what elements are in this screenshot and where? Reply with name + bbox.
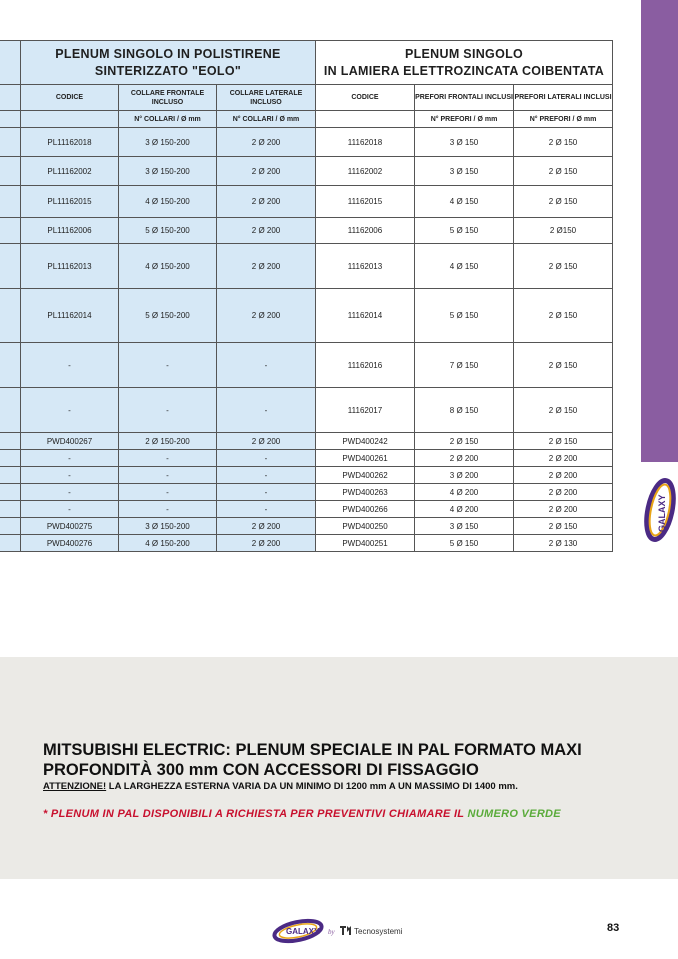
table-cell: 11162015 xyxy=(316,186,415,218)
table-cell: PWD400275 xyxy=(21,518,119,535)
table-cell: 2 Ø 150 xyxy=(514,157,613,186)
col-codice-right: CODICE xyxy=(316,85,415,111)
table-cell: 2 Ø 150 xyxy=(514,433,613,450)
col-codice-left: CODICE xyxy=(21,85,119,111)
table-row xyxy=(0,289,613,343)
table-cell: PWD400267 xyxy=(21,433,119,450)
table-cell: 2 Ø 200 xyxy=(514,484,613,501)
table-cell: 2 Ø 200 xyxy=(217,535,316,552)
table-cell: 2 Ø 200 xyxy=(514,467,613,484)
table-row xyxy=(0,388,613,433)
table-cell: 3 Ø 150 xyxy=(415,518,514,535)
table-cell: - xyxy=(21,343,119,388)
info-call xyxy=(43,808,561,820)
sub-prefori-frontali: N° PREFORI / Ø mm xyxy=(415,111,514,128)
table-cell: 2 Ø 150 xyxy=(415,433,514,450)
table-cell: - xyxy=(119,388,217,433)
table-row xyxy=(0,218,613,244)
table-cell: - xyxy=(217,450,316,467)
table-cell: 3 Ø 150-200 xyxy=(119,157,217,186)
table-cell: 3 Ø 150-200 xyxy=(119,518,217,535)
table-cell: - xyxy=(119,343,217,388)
table-cell: 2 Ø 150 xyxy=(514,343,613,388)
table-cell: 2 Ø 200 xyxy=(217,244,316,289)
table-cell: - xyxy=(217,467,316,484)
table-cell: 8 Ø 150 xyxy=(415,388,514,433)
footer-by-text: by xyxy=(328,928,335,936)
right-group-title: PLENUM SINGOLO IN LAMIERA ELETTROZINCATA COIBENTATA xyxy=(316,41,613,85)
galaxy-side-text: GALAXY xyxy=(657,494,667,532)
table-cell: - xyxy=(119,467,217,484)
table-cell: 2 Ø 200 xyxy=(514,450,613,467)
table-cell: 7 Ø 150 xyxy=(415,343,514,388)
table-row xyxy=(0,433,613,450)
table-cell: 4 Ø 150-200 xyxy=(119,186,217,218)
table-cell: - xyxy=(217,501,316,518)
table-cell: - xyxy=(217,484,316,501)
table-cell: PL11162013 xyxy=(21,244,119,289)
table-cell: PWD400266 xyxy=(316,501,415,518)
table-cell: 5 Ø 150 xyxy=(415,218,514,244)
table-cell: PL11162014 xyxy=(21,289,119,343)
table-cell: 3 Ø 150 xyxy=(415,157,514,186)
table-cell: PWD400262 xyxy=(316,467,415,484)
note-text: LA LARGHEZZA ESTERNA VARIA DA UN MINIMO DI 1200 mm A UN MASSIMO DI 1400 mm. xyxy=(106,781,518,792)
table-row xyxy=(0,244,613,289)
table-cell: 11162013 xyxy=(316,244,415,289)
table-cell: - xyxy=(217,343,316,388)
table-row xyxy=(0,501,613,518)
table-cell: 2 Ø 200 xyxy=(217,186,316,218)
table-cell: 2 Ø 130 xyxy=(514,535,613,552)
sub-collari-frontale: N° COLLARI / Ø mm xyxy=(119,111,217,128)
table-cell: - xyxy=(21,484,119,501)
table-cell: 2 Ø 200 xyxy=(415,450,514,467)
table-row xyxy=(0,467,613,484)
table-cell: 11162017 xyxy=(316,388,415,433)
tecnosystemi-icon xyxy=(340,926,351,935)
table-cell: PWD400276 xyxy=(21,535,119,552)
sub-collari-laterale: N° COLLARI / Ø mm xyxy=(217,111,316,128)
info-title: MITSUBISHI ELECTRIC: PLENUM SPECIALE IN PAL FORMATO MAXI PROFONDITÀ 300 mm CON ACCESSORI DI FISSAGGIO xyxy=(43,741,582,779)
table-cell: 5 Ø 150-200 xyxy=(119,218,217,244)
table-cell: 11162018 xyxy=(316,128,415,157)
table-cell: 4 Ø 150-200 xyxy=(119,244,217,289)
sub-prefori-laterali: N° PREFORI / Ø mm xyxy=(514,111,613,128)
table-cell: - xyxy=(21,467,119,484)
table-cell: PL11162002 xyxy=(21,157,119,186)
left-group-title: PLENUM SINGOLO IN POLISTIRENE SINTERIZZATO "EOLO" xyxy=(21,41,316,85)
table-cell: PWD400250 xyxy=(316,518,415,535)
table-cell: 2 Ø 200 xyxy=(217,157,316,186)
table-cell: PWD400242 xyxy=(316,433,415,450)
table-cell: 3 Ø 150 xyxy=(415,128,514,157)
table-cell: PL11162018 xyxy=(21,128,119,157)
table-cell: 2 Ø 200 xyxy=(217,128,316,157)
table-cell: - xyxy=(119,501,217,518)
table-cell: PWD400263 xyxy=(316,484,415,501)
table-cell: 2 Ø 150 xyxy=(514,388,613,433)
table-cell: 11162016 xyxy=(316,343,415,388)
table-cell: - xyxy=(21,450,119,467)
table-cell: - xyxy=(119,450,217,467)
table-row xyxy=(0,186,613,218)
table-cell: 2 Ø 200 xyxy=(514,501,613,518)
call-text: * PLENUM IN PAL DISPONIBILI A RICHIESTA PER PREVENTIVI CHIAMARE IL xyxy=(43,808,468,820)
table-cell: 2 Ø 150 xyxy=(514,518,613,535)
side-tab xyxy=(641,0,678,462)
table-cell: 2 Ø 150 xyxy=(514,128,613,157)
table-cell: PL11162015 xyxy=(21,186,119,218)
table-cell: - xyxy=(21,388,119,433)
table-cell: 11162002 xyxy=(316,157,415,186)
footer-brand-logo xyxy=(272,916,412,946)
table-cell: 2 Ø 200 xyxy=(217,218,316,244)
table-cell: PL11162006 xyxy=(21,218,119,244)
table-row xyxy=(0,484,613,501)
galaxy-side-logo xyxy=(638,470,678,550)
table-cell: - xyxy=(21,501,119,518)
table-cell: 2 Ø 200 xyxy=(217,289,316,343)
unit-header-row xyxy=(0,111,613,128)
table-cell: 4 Ø 200 xyxy=(415,484,514,501)
table-cell: 2 Ø 150 xyxy=(514,244,613,289)
table-row xyxy=(0,343,613,388)
table-cell: 11162014 xyxy=(316,289,415,343)
table-cell: 4 Ø 200 xyxy=(415,501,514,518)
table-cell: 2 Ø150 xyxy=(514,218,613,244)
table-row xyxy=(0,535,613,552)
table-cell: 2 Ø 150 xyxy=(514,186,613,218)
table-row xyxy=(0,157,613,186)
col-collare-frontale: COLLARE FRONTALE INCLUSO xyxy=(119,85,217,111)
table-cell: 5 Ø 150 xyxy=(415,535,514,552)
table-cell: 3 Ø 200 xyxy=(415,467,514,484)
note-label: ATTENZIONE! xyxy=(43,781,107,792)
table-cell: 2 Ø 150 xyxy=(514,289,613,343)
table-cell: PWD400251 xyxy=(316,535,415,552)
footer-galaxy-text: GALAXY xyxy=(286,927,320,936)
table-cell: 4 Ø 150 xyxy=(415,186,514,218)
col-prefori-laterali: PREFORI LATERALI INCLUSI xyxy=(514,85,613,111)
product-table xyxy=(0,40,613,552)
table-cell: PWD400261 xyxy=(316,450,415,467)
table-cell: 2 Ø 150-200 xyxy=(119,433,217,450)
table-cell: - xyxy=(217,388,316,433)
table-cell: 5 Ø 150 xyxy=(415,289,514,343)
footer-tecnosystemi-text: Tecnosystemi xyxy=(354,927,403,936)
table-row xyxy=(0,128,613,157)
table-body xyxy=(0,128,613,552)
column-header-row xyxy=(0,85,613,111)
group-header-row xyxy=(0,41,613,85)
page-number: 83 xyxy=(607,922,620,934)
info-note xyxy=(43,781,518,792)
table-cell: - xyxy=(119,484,217,501)
table-row xyxy=(0,450,613,467)
table-cell: 2 Ø 200 xyxy=(217,518,316,535)
table-cell: 2 Ø 200 xyxy=(217,433,316,450)
call-highlight: NUMERO VERDE xyxy=(467,808,561,820)
col-prefori-frontali: PREFORI FRONTALI INCLUSI xyxy=(415,85,514,111)
table-cell: 4 Ø 150-200 xyxy=(119,535,217,552)
col-collare-laterale: COLLARE LATERALE INCLUSO xyxy=(217,85,316,111)
table-cell: 3 Ø 150-200 xyxy=(119,128,217,157)
table-row xyxy=(0,518,613,535)
table-cell: 11162006 xyxy=(316,218,415,244)
table-cell: 4 Ø 150 xyxy=(415,244,514,289)
table-cell: 5 Ø 150-200 xyxy=(119,289,217,343)
